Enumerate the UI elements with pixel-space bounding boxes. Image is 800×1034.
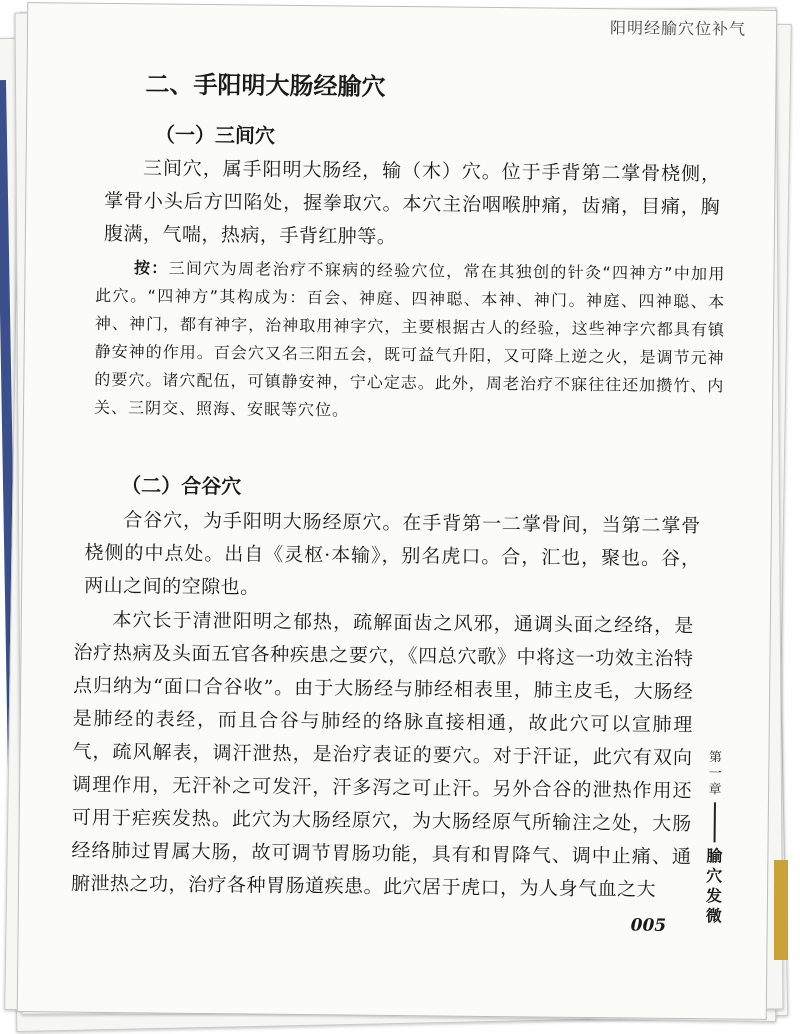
side-tab-chapter: 第 一 章 [708, 750, 723, 798]
side-tab-title: 腧 穴 发 微 [705, 846, 723, 926]
chapter-side-tab [703, 750, 727, 926]
running-head: 阳明经腧穴位补气 [609, 18, 747, 39]
subsection-title-sanjian: （一）三间穴 [154, 122, 276, 148]
paragraph-hegu-detail [71, 604, 694, 907]
paragraph-sanjian [104, 152, 721, 257]
book-page [17, 2, 778, 1020]
book-cover-corner [774, 860, 788, 960]
section-title: 二、手阳明大肠经腧穴 [145, 70, 386, 101]
paragraph-hegu-text: 合谷穴，为手阳明大肠经原穴。在手背第一二掌骨间，当第二掌骨桡侧的中点处。出自《灵枢·本输》，别名虎口。合，汇也，聚也。谷，两山之间的空隙也。 [84, 509, 701, 599]
page-number: 005 [630, 915, 667, 936]
side-tab-rule [714, 802, 716, 842]
paragraph-hegu [84, 504, 701, 609]
note-label: 按： [133, 258, 169, 278]
note-sanjian [94, 254, 726, 429]
note-text: 三间穴为周老治疗不寐病的经验穴位，常在其独创的针灸“四神方”中加用此穴。“四神方”其构成为：百会、神庭、四神聪、本神、神门。神庭、四神聪、本神、神门，都有神字，治神取用神字穴，主要根据古人的经验，这些神字穴都具有镇静安神的作用。百会穴又名三阳五会，既可益气升阳，又可降上逆之火，是调节元神的要穴。诸穴配伍，可镇静安神，宁心定志。此外，周老治疗不寐往往还加攒竹、内关、三阴交、照海、安眠等穴位。 [93, 258, 726, 420]
subsection-title-hegu: （二）合谷穴 [121, 473, 242, 499]
paragraph-sanjian-text: 三间穴，属手阳明大肠经，输（木）穴。位于手背第二掌骨桡侧，掌骨小头后方凹陷处，握拳取穴。本穴主治咽喉肿痛，齿痛，目痛，胸腹满，气喘，热病，手背红肿等。 [103, 157, 721, 248]
paragraph-hegu-detail-text: 本穴长于清泄阳明之郁热，疏解面齿之风邪，通调头面之经络，是治疗热病及头面五官各种疾患之要穴，《四总穴歌》中将这一功效主治特点归纳为“面口合谷收”。由于大肠经与肺经相表里，肺主皮毛，大肠经是肺经的表经，而且合谷与肺经的络脉直接相通，故此穴可以宣肺理气，疏风解表，调汗泄热，是治疗表证的要穴。对于汗证，此穴有双向调理作用，无汗补之可发汗，汗多泻之可止汗。另外合谷的泄热作用还可用于疟疾发热。此穴为大肠经原穴，为大肠经原气所输注之处，大肠经络肺过胃属大肠，故可调节胃肠功能，具有和胃降气、调中止痛、通腑泄热之功，治疗各种胃肠道疾患。此穴居于虎口，为人身气血之大 [70, 609, 694, 901]
